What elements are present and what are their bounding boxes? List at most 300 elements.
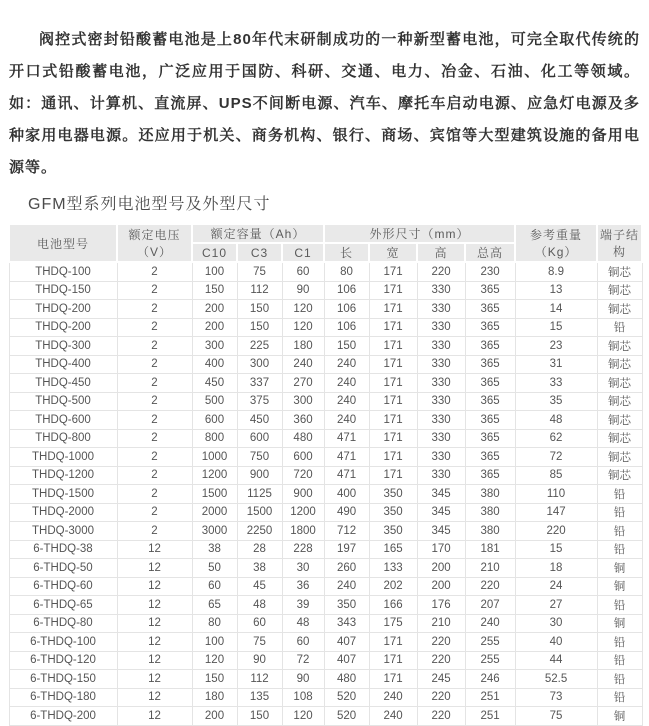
cell-total-height: 365 xyxy=(465,392,515,411)
cell-c10: 3000 xyxy=(192,522,237,541)
cell-height: 220 xyxy=(417,707,465,726)
cell-length: 712 xyxy=(324,522,369,541)
cell-weight: 48 xyxy=(515,411,597,430)
cell-total-height: 365 xyxy=(465,466,515,485)
cell-terminal: 铜芯 xyxy=(597,411,642,430)
cell-width: 166 xyxy=(369,596,417,615)
cell-length: 490 xyxy=(324,503,369,522)
cell-weight: 62 xyxy=(515,429,597,448)
cell-width: 165 xyxy=(369,540,417,559)
header-c1: C1 xyxy=(282,243,324,262)
cell-length: 471 xyxy=(324,429,369,448)
cell-model: THDQ-1000 xyxy=(9,448,117,467)
cell-c10: 200 xyxy=(192,707,237,726)
header-width: 宽 xyxy=(369,243,417,262)
table-row xyxy=(9,374,642,393)
cell-c3: 375 xyxy=(237,392,282,411)
cell-model: THDQ-1200 xyxy=(9,466,117,485)
cell-weight: 220 xyxy=(515,522,597,541)
cell-c1: 90 xyxy=(282,281,324,300)
cell-voltage: 2 xyxy=(117,411,192,430)
cell-voltage: 2 xyxy=(117,429,192,448)
header-capacity-group: 额定容量（Ah） xyxy=(192,224,324,243)
cell-terminal: 铜芯 xyxy=(597,337,642,356)
cell-width: 171 xyxy=(369,466,417,485)
cell-voltage: 2 xyxy=(117,522,192,541)
table-row xyxy=(9,651,642,670)
cell-total-height: 365 xyxy=(465,374,515,393)
cell-length: 407 xyxy=(324,633,369,652)
cell-height: 220 xyxy=(417,633,465,652)
cell-total-height: 207 xyxy=(465,596,515,615)
cell-terminal: 铜芯 xyxy=(597,448,642,467)
cell-c1: 60 xyxy=(282,633,324,652)
cell-height: 210 xyxy=(417,614,465,633)
cell-voltage: 12 xyxy=(117,688,192,707)
cell-width: 133 xyxy=(369,559,417,578)
cell-weight: 27 xyxy=(515,596,597,615)
table-row xyxy=(9,522,642,541)
cell-terminal: 铅 xyxy=(597,596,642,615)
cell-c3: 135 xyxy=(237,688,282,707)
cell-weight: 15 xyxy=(515,318,597,337)
cell-height: 330 xyxy=(417,429,465,448)
cell-weight: 44 xyxy=(515,651,597,670)
cell-voltage: 2 xyxy=(117,485,192,504)
cell-terminal: 铜芯 xyxy=(597,374,642,393)
cell-total-height: 251 xyxy=(465,688,515,707)
cell-length: 471 xyxy=(324,466,369,485)
cell-total-height: 365 xyxy=(465,318,515,337)
cell-weight: 30 xyxy=(515,614,597,633)
table-row xyxy=(9,281,642,300)
cell-c10: 180 xyxy=(192,688,237,707)
table-row xyxy=(9,411,642,430)
header-length: 长 xyxy=(324,243,369,262)
cell-c3: 750 xyxy=(237,448,282,467)
cell-c1: 72 xyxy=(282,651,324,670)
header-height: 高 xyxy=(417,243,465,262)
cell-c10: 100 xyxy=(192,262,237,281)
header-total-height: 总高 xyxy=(465,243,515,262)
cell-model: THDQ-800 xyxy=(9,429,117,448)
cell-voltage: 12 xyxy=(117,596,192,615)
table-row xyxy=(9,559,642,578)
cell-weight: 72 xyxy=(515,448,597,467)
cell-model: THDQ-300 xyxy=(9,337,117,356)
cell-total-height: 380 xyxy=(465,522,515,541)
cell-model: 6-THDQ-100 xyxy=(9,633,117,652)
cell-c3: 1125 xyxy=(237,485,282,504)
header-terminal: 端子结构 xyxy=(597,224,642,262)
cell-height: 170 xyxy=(417,540,465,559)
cell-terminal: 铅 xyxy=(597,633,642,652)
cell-terminal: 铜芯 xyxy=(597,355,642,374)
cell-voltage: 12 xyxy=(117,633,192,652)
cell-height: 220 xyxy=(417,651,465,670)
cell-length: 80 xyxy=(324,262,369,281)
cell-total-height: 365 xyxy=(465,448,515,467)
cell-height: 330 xyxy=(417,411,465,430)
table-row xyxy=(9,670,642,689)
cell-length: 240 xyxy=(324,355,369,374)
cell-total-height: 240 xyxy=(465,614,515,633)
cell-c3: 1500 xyxy=(237,503,282,522)
cell-width: 171 xyxy=(369,411,417,430)
cell-voltage: 2 xyxy=(117,466,192,485)
cell-height: 220 xyxy=(417,262,465,281)
cell-weight: 15 xyxy=(515,540,597,559)
cell-model: THDQ-100 xyxy=(9,262,117,281)
cell-voltage: 2 xyxy=(117,392,192,411)
cell-c10: 100 xyxy=(192,633,237,652)
cell-c3: 60 xyxy=(237,614,282,633)
cell-c3: 112 xyxy=(237,281,282,300)
cell-c1: 900 xyxy=(282,485,324,504)
cell-model: THDQ-500 xyxy=(9,392,117,411)
cell-weight: 31 xyxy=(515,355,597,374)
cell-c10: 60 xyxy=(192,577,237,596)
cell-length: 197 xyxy=(324,540,369,559)
battery-spec-table xyxy=(8,223,643,726)
table-row xyxy=(9,485,642,504)
cell-terminal: 铅 xyxy=(597,503,642,522)
cell-width: 171 xyxy=(369,337,417,356)
cell-terminal: 铅 xyxy=(597,522,642,541)
cell-c3: 600 xyxy=(237,429,282,448)
cell-width: 171 xyxy=(369,633,417,652)
cell-c10: 450 xyxy=(192,374,237,393)
cell-c1: 1200 xyxy=(282,503,324,522)
table-row xyxy=(9,392,642,411)
cell-weight: 73 xyxy=(515,688,597,707)
cell-c1: 90 xyxy=(282,670,324,689)
cell-c3: 150 xyxy=(237,318,282,337)
cell-model: THDQ-450 xyxy=(9,374,117,393)
cell-weight: 8.9 xyxy=(515,262,597,281)
cell-terminal: 铅 xyxy=(597,688,642,707)
section-title: GFM型系列电池型号及外型尺寸 xyxy=(28,196,271,213)
cell-height: 345 xyxy=(417,522,465,541)
cell-width: 175 xyxy=(369,614,417,633)
cell-voltage: 2 xyxy=(117,448,192,467)
header-model: 电池型号 xyxy=(9,224,117,262)
cell-weight: 13 xyxy=(515,281,597,300)
cell-c3: 150 xyxy=(237,707,282,726)
cell-c10: 150 xyxy=(192,281,237,300)
table-row xyxy=(9,429,642,448)
cell-c10: 800 xyxy=(192,429,237,448)
cell-model: THDQ-3000 xyxy=(9,522,117,541)
cell-width: 350 xyxy=(369,503,417,522)
cell-model: THDQ-200 xyxy=(9,300,117,319)
table-row xyxy=(9,707,642,726)
cell-weight: 23 xyxy=(515,337,597,356)
cell-total-height: 380 xyxy=(465,503,515,522)
table-row xyxy=(9,300,642,319)
header-c3: C3 xyxy=(237,243,282,262)
cell-total-height: 255 xyxy=(465,633,515,652)
cell-weight: 14 xyxy=(515,300,597,319)
cell-c1: 39 xyxy=(282,596,324,615)
cell-terminal: 铅 xyxy=(597,670,642,689)
cell-model: THDQ-200 xyxy=(9,318,117,337)
cell-c3: 45 xyxy=(237,577,282,596)
cell-c1: 360 xyxy=(282,411,324,430)
cell-length: 240 xyxy=(324,411,369,430)
cell-c1: 180 xyxy=(282,337,324,356)
header-weight: 参考重量（Kg） xyxy=(515,224,597,262)
cell-terminal: 铜 xyxy=(597,577,642,596)
cell-model: 6-THDQ-150 xyxy=(9,670,117,689)
cell-terminal: 铜芯 xyxy=(597,392,642,411)
cell-width: 171 xyxy=(369,374,417,393)
cell-weight: 18 xyxy=(515,559,597,578)
cell-c10: 1500 xyxy=(192,485,237,504)
cell-c10: 600 xyxy=(192,411,237,430)
table-row xyxy=(9,318,642,337)
cell-height: 330 xyxy=(417,337,465,356)
cell-length: 240 xyxy=(324,374,369,393)
cell-c3: 38 xyxy=(237,559,282,578)
cell-c1: 600 xyxy=(282,448,324,467)
table-row xyxy=(9,688,642,707)
cell-model: THDQ-150 xyxy=(9,281,117,300)
cell-c3: 112 xyxy=(237,670,282,689)
cell-height: 330 xyxy=(417,300,465,319)
cell-c10: 200 xyxy=(192,300,237,319)
header-c10: C10 xyxy=(192,243,237,262)
cell-c10: 400 xyxy=(192,355,237,374)
cell-c10: 150 xyxy=(192,670,237,689)
cell-c1: 120 xyxy=(282,300,324,319)
battery-table-body xyxy=(9,262,642,725)
cell-terminal: 铜芯 xyxy=(597,262,642,281)
cell-voltage: 2 xyxy=(117,262,192,281)
cell-c3: 90 xyxy=(237,651,282,670)
cell-width: 171 xyxy=(369,318,417,337)
cell-weight: 75 xyxy=(515,707,597,726)
cell-c10: 80 xyxy=(192,614,237,633)
header-dims-group: 外形尺寸（mm） xyxy=(324,224,515,243)
cell-total-height: 365 xyxy=(465,337,515,356)
cell-length: 150 xyxy=(324,337,369,356)
cell-c10: 500 xyxy=(192,392,237,411)
cell-terminal: 铅 xyxy=(597,318,642,337)
cell-c3: 150 xyxy=(237,300,282,319)
cell-length: 106 xyxy=(324,281,369,300)
cell-model: 6-THDQ-200 xyxy=(9,707,117,726)
cell-total-height: 210 xyxy=(465,559,515,578)
cell-height: 330 xyxy=(417,355,465,374)
table-row xyxy=(9,633,642,652)
cell-weight: 147 xyxy=(515,503,597,522)
cell-length: 343 xyxy=(324,614,369,633)
cell-model: THDQ-400 xyxy=(9,355,117,374)
cell-c1: 300 xyxy=(282,392,324,411)
cell-total-height: 380 xyxy=(465,485,515,504)
cell-voltage: 2 xyxy=(117,318,192,337)
cell-length: 400 xyxy=(324,485,369,504)
table-row xyxy=(9,262,642,281)
cell-c10: 120 xyxy=(192,651,237,670)
cell-width: 240 xyxy=(369,688,417,707)
cell-c1: 720 xyxy=(282,466,324,485)
cell-c10: 50 xyxy=(192,559,237,578)
cell-c1: 480 xyxy=(282,429,324,448)
cell-c3: 300 xyxy=(237,355,282,374)
cell-c1: 48 xyxy=(282,614,324,633)
cell-total-height: 365 xyxy=(465,411,515,430)
cell-width: 171 xyxy=(369,670,417,689)
cell-voltage: 2 xyxy=(117,337,192,356)
cell-c3: 75 xyxy=(237,262,282,281)
cell-voltage: 12 xyxy=(117,707,192,726)
table-row xyxy=(9,466,642,485)
cell-c1: 108 xyxy=(282,688,324,707)
cell-model: 6-THDQ-80 xyxy=(9,614,117,633)
cell-model: 6-THDQ-120 xyxy=(9,651,117,670)
cell-terminal: 铜 xyxy=(597,614,642,633)
cell-c1: 1800 xyxy=(282,522,324,541)
cell-voltage: 2 xyxy=(117,374,192,393)
cell-height: 245 xyxy=(417,670,465,689)
cell-weight: 35 xyxy=(515,392,597,411)
cell-width: 202 xyxy=(369,577,417,596)
cell-c3: 225 xyxy=(237,337,282,356)
cell-c1: 240 xyxy=(282,355,324,374)
cell-height: 330 xyxy=(417,392,465,411)
cell-c3: 28 xyxy=(237,540,282,559)
cell-height: 200 xyxy=(417,559,465,578)
cell-c10: 2000 xyxy=(192,503,237,522)
cell-length: 106 xyxy=(324,300,369,319)
cell-model: THDQ-600 xyxy=(9,411,117,430)
cell-total-height: 365 xyxy=(465,300,515,319)
cell-length: 106 xyxy=(324,318,369,337)
cell-total-height: 365 xyxy=(465,281,515,300)
cell-voltage: 12 xyxy=(117,651,192,670)
cell-total-height: 255 xyxy=(465,651,515,670)
cell-model: 6-THDQ-65 xyxy=(9,596,117,615)
cell-total-height: 246 xyxy=(465,670,515,689)
cell-model: THDQ-1500 xyxy=(9,485,117,504)
cell-terminal: 铜芯 xyxy=(597,466,642,485)
cell-terminal: 铜芯 xyxy=(597,429,642,448)
cell-c1: 36 xyxy=(282,577,324,596)
cell-width: 350 xyxy=(369,485,417,504)
cell-terminal: 铜 xyxy=(597,559,642,578)
table-row xyxy=(9,448,642,467)
cell-length: 520 xyxy=(324,688,369,707)
cell-voltage: 12 xyxy=(117,614,192,633)
cell-length: 240 xyxy=(324,577,369,596)
cell-total-height: 251 xyxy=(465,707,515,726)
cell-voltage: 12 xyxy=(117,577,192,596)
cell-weight: 33 xyxy=(515,374,597,393)
cell-total-height: 365 xyxy=(465,355,515,374)
cell-voltage: 12 xyxy=(117,670,192,689)
table-row xyxy=(9,614,642,633)
cell-length: 407 xyxy=(324,651,369,670)
cell-height: 330 xyxy=(417,374,465,393)
cell-voltage: 12 xyxy=(117,540,192,559)
cell-terminal: 铜芯 xyxy=(597,300,642,319)
cell-terminal: 铅 xyxy=(597,540,642,559)
cell-c10: 300 xyxy=(192,337,237,356)
cell-c1: 270 xyxy=(282,374,324,393)
cell-total-height: 230 xyxy=(465,262,515,281)
cell-width: 171 xyxy=(369,651,417,670)
cell-length: 260 xyxy=(324,559,369,578)
cell-c3: 337 xyxy=(237,374,282,393)
cell-c10: 1000 xyxy=(192,448,237,467)
cell-weight: 52.5 xyxy=(515,670,597,689)
cell-weight: 40 xyxy=(515,633,597,652)
cell-c10: 38 xyxy=(192,540,237,559)
cell-terminal: 铜芯 xyxy=(597,281,642,300)
cell-model: 6-THDQ-60 xyxy=(9,577,117,596)
table-row xyxy=(9,503,642,522)
cell-model: THDQ-2000 xyxy=(9,503,117,522)
cell-c1: 30 xyxy=(282,559,324,578)
cell-width: 171 xyxy=(369,281,417,300)
table-row xyxy=(9,540,642,559)
cell-total-height: 220 xyxy=(465,577,515,596)
cell-length: 350 xyxy=(324,596,369,615)
cell-length: 520 xyxy=(324,707,369,726)
table-row xyxy=(9,337,642,356)
cell-c10: 200 xyxy=(192,318,237,337)
cell-width: 240 xyxy=(369,707,417,726)
cell-c3: 900 xyxy=(237,466,282,485)
cell-model: 6-THDQ-50 xyxy=(9,559,117,578)
cell-width: 350 xyxy=(369,522,417,541)
cell-height: 330 xyxy=(417,281,465,300)
cell-terminal: 铅 xyxy=(597,485,642,504)
cell-c3: 2250 xyxy=(237,522,282,541)
cell-height: 220 xyxy=(417,688,465,707)
cell-weight: 24 xyxy=(515,577,597,596)
cell-voltage: 2 xyxy=(117,300,192,319)
header-voltage: 额定电压（V） xyxy=(117,224,192,262)
cell-width: 171 xyxy=(369,355,417,374)
cell-length: 480 xyxy=(324,670,369,689)
cell-width: 171 xyxy=(369,392,417,411)
cell-height: 345 xyxy=(417,485,465,504)
cell-length: 471 xyxy=(324,448,369,467)
cell-c3: 48 xyxy=(237,596,282,615)
cell-total-height: 181 xyxy=(465,540,515,559)
cell-height: 176 xyxy=(417,596,465,615)
table-row xyxy=(9,577,642,596)
cell-voltage: 12 xyxy=(117,559,192,578)
cell-height: 345 xyxy=(417,503,465,522)
cell-voltage: 2 xyxy=(117,281,192,300)
cell-height: 200 xyxy=(417,577,465,596)
cell-model: 6-THDQ-38 xyxy=(9,540,117,559)
cell-length: 240 xyxy=(324,392,369,411)
cell-c10: 1200 xyxy=(192,466,237,485)
cell-weight: 110 xyxy=(515,485,597,504)
cell-c3: 75 xyxy=(237,633,282,652)
cell-voltage: 2 xyxy=(117,503,192,522)
cell-height: 330 xyxy=(417,466,465,485)
cell-voltage: 2 xyxy=(117,355,192,374)
cell-c1: 60 xyxy=(282,262,324,281)
cell-width: 171 xyxy=(369,262,417,281)
cell-weight: 85 xyxy=(515,466,597,485)
